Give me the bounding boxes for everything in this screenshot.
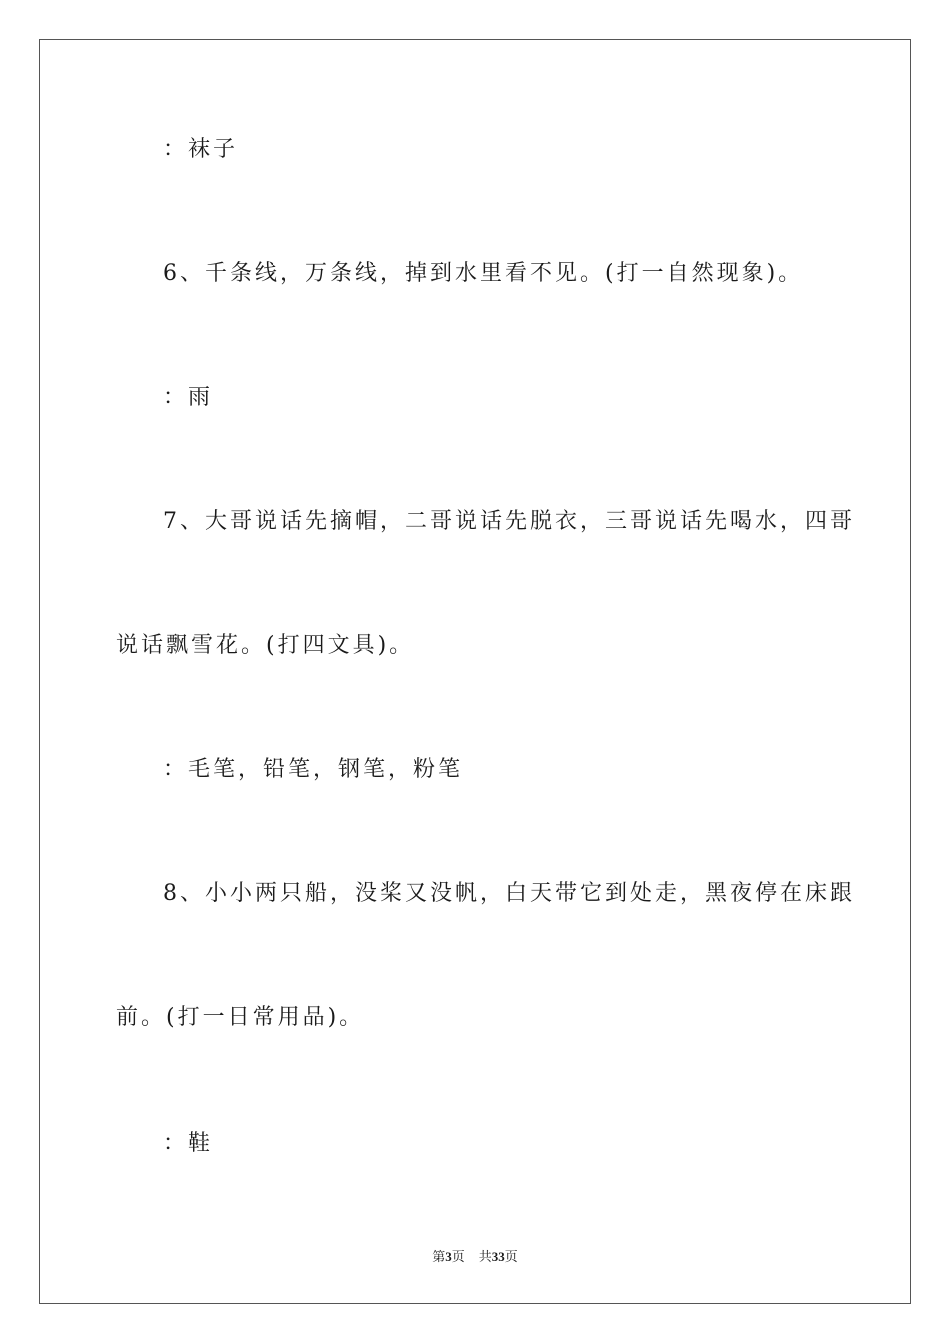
answer-line-socks: ：袜子 xyxy=(163,137,239,162)
riddle-8-line-2: 前。(打一日常用品)。 xyxy=(116,1005,365,1030)
footer-page-number: 3 xyxy=(445,1249,452,1264)
page-border xyxy=(39,39,911,1304)
answer-line-rain: ：雨 xyxy=(163,385,214,410)
answer-line-pens: ：毛笔，铅笔，钢笔，粉笔 xyxy=(163,757,464,782)
riddle-7-line-2: 说话飘雪花。(打四文具)。 xyxy=(116,633,415,658)
footer-total-suffix: 页 xyxy=(504,1249,518,1264)
page-footer xyxy=(0,1248,950,1266)
footer-total-number: 33 xyxy=(491,1249,505,1264)
riddle-8-line-1: 8、小小两只船，没桨又没帆，白天带它到处走，黑夜停在床跟 xyxy=(163,881,855,906)
answer-line-shoes: ：鞋 xyxy=(163,1131,214,1156)
footer-total-prefix: 共 xyxy=(478,1249,492,1264)
riddle-7-line-1: 7、大哥说话先摘帽，二哥说话先脱衣，三哥说话先喝水，四哥 xyxy=(163,509,855,534)
footer-page-prefix: 第 xyxy=(432,1249,446,1264)
riddle-6-line: 6、千条线，万条线，掉到水里看不见。(打一自然现象)。 xyxy=(163,261,804,286)
footer-page-suffix: 页 xyxy=(451,1249,465,1264)
